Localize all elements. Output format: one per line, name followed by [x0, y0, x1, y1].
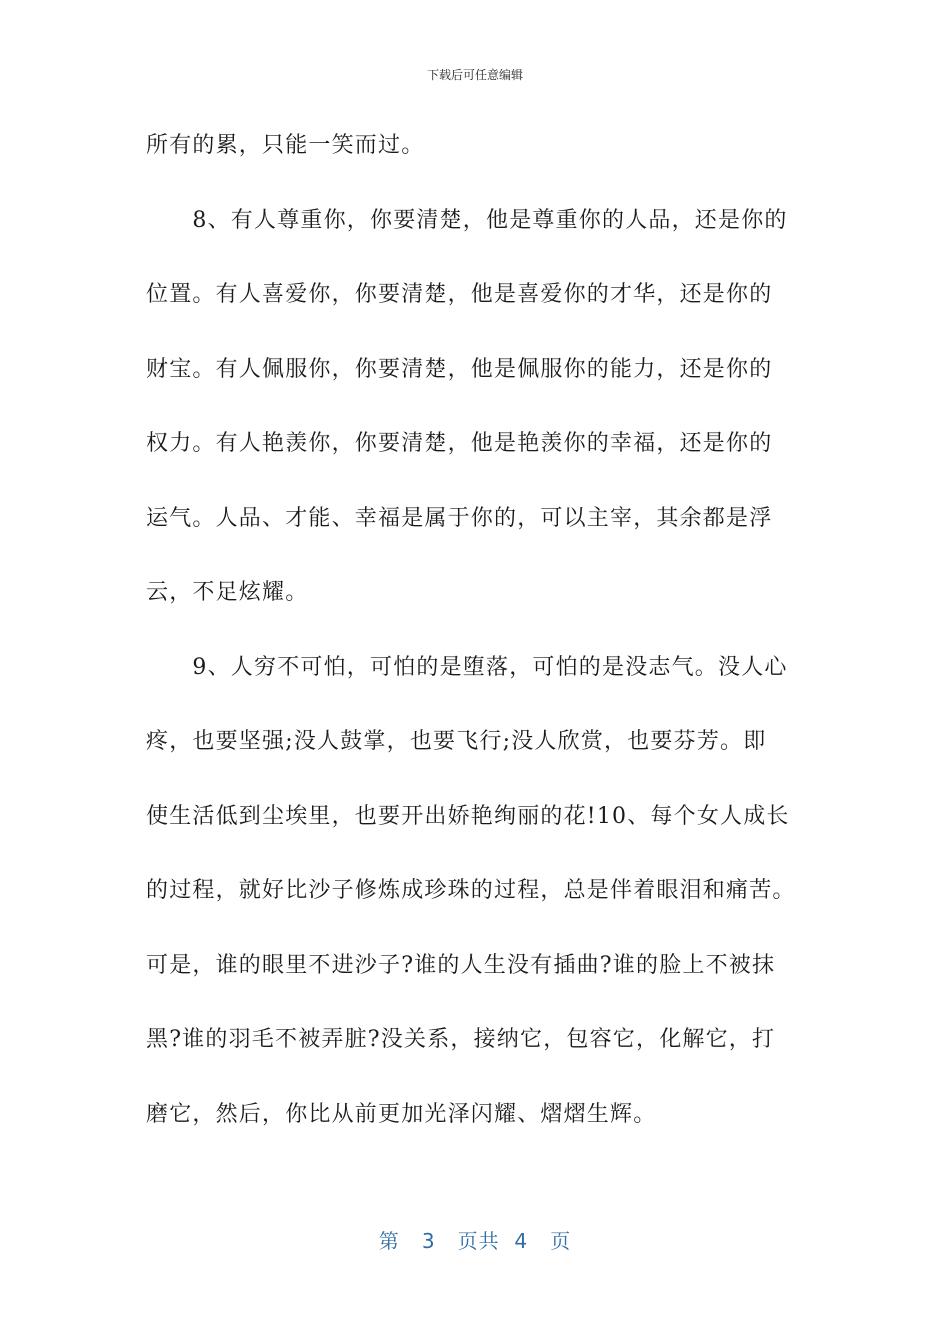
page-footer — [0, 1225, 950, 1254]
document-body — [146, 127, 811, 1170]
current-page-number: 3 — [421, 1229, 436, 1253]
total-pages-number: 4 — [514, 1229, 529, 1253]
text-line: 的过程，就好比沙子修炼成珍珠的过程，总是伴着眼泪和痛苦。 — [146, 878, 796, 903]
page-header: 下载后可任意编辑 — [426, 68, 523, 82]
footer-label-page: 第 — [378, 1229, 400, 1253]
text-line: 权力。有人艳羡你，你要清楚，他是艳羡你的幸福，还是你的 — [146, 431, 773, 456]
text-line: 疼，也要坚强;没人鼓掌，也要飞行;没人欣赏，也要芬芳。即 — [146, 729, 767, 754]
text-line: 位置。有人喜爱你，你要清楚，他是喜爱你的才华，还是你的 — [146, 282, 773, 307]
text-line: 运气。人品、才能、幸福是属于你的，可以主宰，其余都是浮 — [146, 505, 773, 531]
text-line: 财宝。有人佩服你，你要清楚，他是佩服你的能力，还是你的 — [146, 356, 773, 382]
text-line: 使生活低到尘埃里，也要开出娇艳绚丽的花!10、每个女人成长 — [146, 803, 790, 829]
footer-label-of: 页共 — [457, 1229, 500, 1253]
text-line: 云，不足炫耀。 — [146, 580, 309, 605]
text-line: 9、人穷不可怕，可怕的是堕落，可怕的是没志气。没人心 — [146, 654, 788, 680]
text-line: 8、有人尊重你，你要清楚，他是尊重你的人品，还是你的 — [146, 207, 788, 233]
text-line: 可是，谁的眼里不进沙子?谁的人生没有插曲?谁的脸上不被抹 — [146, 952, 776, 978]
footer-label-end: 页 — [550, 1229, 572, 1253]
text-line: 磨它，然后，你比从前更加光泽闪耀、熠熠生辉。 — [146, 1101, 657, 1127]
text-line: 黑?谁的羽毛不被弄脏?没关系，接纳它，包容它，化解它，打 — [146, 1027, 776, 1052]
text-line: 所有的累，只能一笑而过。 — [146, 133, 425, 158]
